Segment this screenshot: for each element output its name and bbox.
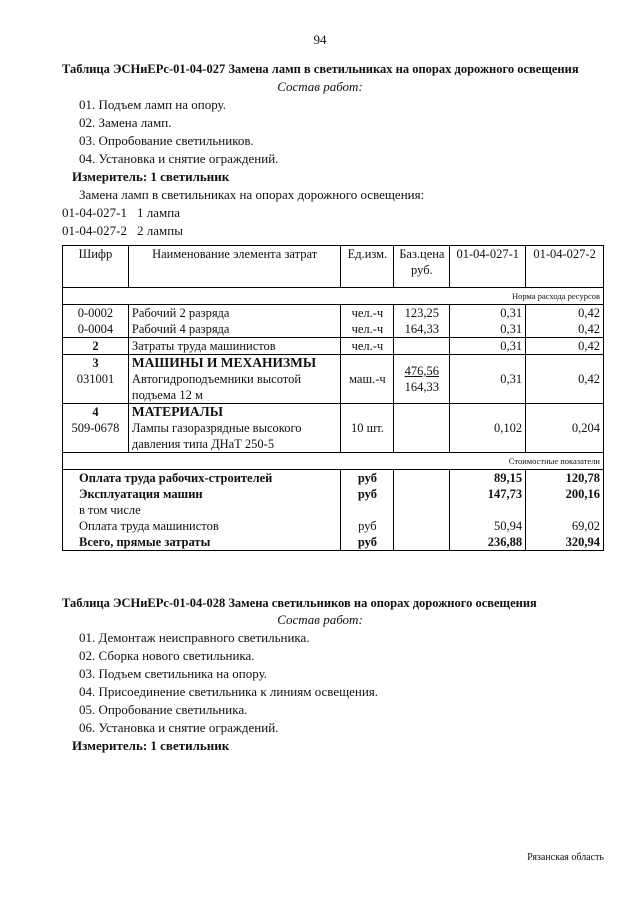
header-price: Баз.цена руб. — [394, 246, 450, 288]
header-variant-2: 01-04-027-2 — [526, 246, 604, 288]
variant-code: 01-04-027-1 — [62, 205, 127, 220]
materials-section: 4 509-0678 МАТЕРИАЛЫ Лампы газоразрядные высокого давления типа ДНаТ 250-5 10 шт. 0,102 0,204 — [63, 404, 604, 453]
meter-description: Замена ламп в светильниках на опорах дорожного освещения: — [79, 187, 425, 202]
meter-label: Измеритель: 1 светильник — [72, 169, 230, 184]
table-title: Таблица ЭСНиЕРс-01-04-027 Замена ламп в светильниках на опорах дорожного освещения — [62, 62, 579, 76]
norm-label: Норма расхода ресурсов — [63, 288, 604, 305]
header-unit: Ед.изм. — [341, 246, 394, 288]
work-step: 04. Присоединение светильника к линиям освещения. — [79, 684, 379, 699]
cost-label: Стоимостные показатели — [63, 453, 604, 470]
header-variant-1: 01-04-027-1 — [450, 246, 526, 288]
work-step: 01. Подъем ламп на опору. — [79, 97, 226, 112]
table-row: 0-0004 Рабочий 4 разряда чел.-ч 164,33 0,31 0,42 — [63, 321, 604, 338]
header-name: Наименование элемента затрат — [128, 246, 341, 288]
table-row: 0-0002 Рабочий 2 разряда чел.-ч 123,25 0,31 0,42 — [63, 305, 604, 322]
cost-row: Всего, прямые затраты руб 236,88 320,94 — [63, 534, 604, 551]
table-row: 2 Затраты труда машинистов чел.-ч 0,31 0,42 — [63, 338, 604, 355]
cost-row: Эксплуатация машин руб 147,73 200,16 — [63, 486, 604, 502]
work-step: 01. Демонтаж неисправного светильника. — [79, 630, 310, 645]
work-step: 02. Замена ламп. — [79, 115, 172, 130]
work-step: 02. Сборка нового светильника. — [79, 648, 255, 663]
table-title: Таблица ЭСНиЕРс-01-04-028 Замена светильников на опорах дорожного освещения — [62, 596, 537, 610]
variant-code: 01-04-027-2 — [62, 223, 127, 238]
work-step: 04. Установка и снятие ограждений. — [79, 151, 279, 166]
machines-section: 3 031001 МАШИНЫ И МЕХАНИЗМЫ Автогидроподъемники высотой подъема 12 м маш.-ч 476,56 164,33 0,31 0,42 — [63, 355, 604, 404]
variant-desc: 1 лампа — [137, 205, 180, 220]
work-step: 05. Опробование светильника. — [79, 702, 248, 717]
resource-table — [62, 245, 604, 551]
composition-label: Состав работ: — [277, 79, 363, 94]
work-step: 03. Опробование светильников. — [79, 133, 254, 148]
work-step: 06. Установка и снятие ограждений. — [79, 720, 279, 735]
variant-desc: 2 лампы — [137, 223, 183, 238]
table-header-row — [63, 246, 604, 288]
page-number: 94 — [313, 32, 327, 47]
work-step: 03. Подъем светильника на опору. — [79, 666, 268, 681]
cost-row: Оплата труда машинистов руб 50,94 69,02 — [63, 518, 604, 534]
footer-region: Рязанская область — [527, 852, 604, 863]
cost-row: Оплата труда рабочих-строителей руб 89,15 120,78 — [63, 470, 604, 487]
cost-row: в том числе — [63, 502, 604, 518]
meter-label: Измеритель: 1 светильник — [72, 738, 230, 753]
composition-label: Состав работ: — [277, 612, 363, 627]
header-code: Шифр — [63, 246, 129, 288]
